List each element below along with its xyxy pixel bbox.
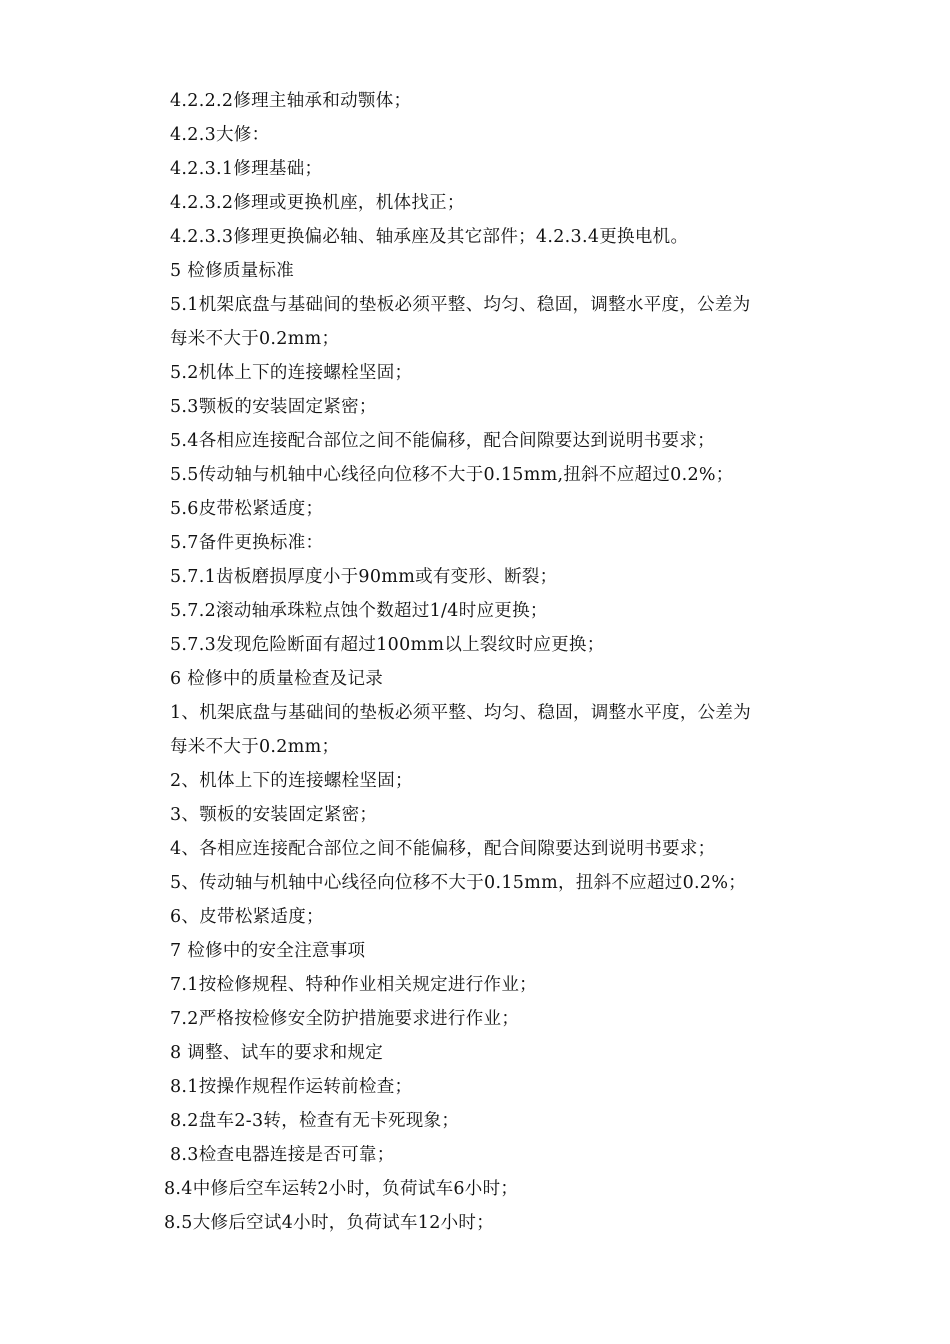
- text-line: 5.2机体上下的连接螺栓坚固；: [170, 363, 413, 383]
- text-line: 5、传动轴与机轴中心线径向位移不大于0.15mm，扭斜不应超过0.2%；: [170, 873, 747, 893]
- text-line: 5.6皮带松紧适度；: [170, 499, 324, 519]
- text-line: 3、颚板的安装固定紧密；: [170, 805, 378, 825]
- text-line: 4、各相应连接配合部位之间不能偏移，配合间隙要达到说明书要求；: [170, 839, 716, 859]
- text-line: 7.1按检修规程、特种作业相关规定进行作业；: [170, 975, 537, 995]
- section-heading: 8 调整、试车的要求和规定: [170, 1043, 384, 1063]
- text-line: 2、机体上下的连接螺栓坚固；: [170, 771, 413, 791]
- section-heading: 6 检修中的质量检查及记录: [170, 669, 384, 689]
- text-line: 5.7.2滚动轴承珠粒点蚀个数超过1/4时应更换；: [170, 601, 548, 621]
- text-line: 4.2.3.3修理更换偏必轴、轴承座及其它部件；4.2.3.4更换电机。: [170, 227, 689, 247]
- section-heading: 5 检修质量标准: [170, 261, 295, 281]
- text-line: 5.7.1齿板磨损厚度小于90mm或有变形、断裂；: [170, 567, 558, 587]
- text-line: 5.7.3发现危险断面有超过100mm以上裂纹时应更换；: [170, 635, 605, 655]
- text-line: 5.5传动轴与机轴中心线径向位移不大于0.15mm,扭斜不应超过0.2%；: [170, 465, 734, 485]
- text-line: 1、机架底盘与基础间的垫板必须平整、均匀、稳固，调整水平度，公差为: [170, 703, 752, 723]
- text-line: 4.2.3大修：: [170, 125, 270, 145]
- text-line: 5.3颚板的安装固定紧密；: [170, 397, 377, 417]
- text-line: 5.4各相应连接配合部位之间不能偏移，配合间隙要达到说明书要求；: [170, 431, 715, 451]
- text-line: 4.2.3.1修理基础；: [170, 159, 323, 179]
- text-line: 每米不大于0.2mm；: [170, 329, 340, 349]
- text-line: 5.1机架底盘与基础间的垫板必须平整、均匀、稳固，调整水平度，公差为: [170, 295, 751, 315]
- text-line: 4.2.2.2修理主轴承和动颚体；: [170, 91, 412, 111]
- text-line: 7.2严格按检修安全防护措施要求进行作业；: [170, 1009, 520, 1029]
- text-line: 每米不大于0.2mm；: [170, 737, 340, 757]
- section-heading: 7 检修中的安全注意事项: [170, 941, 366, 961]
- text-line: 8.2盘车2-3转，检查有无卡死现象；: [170, 1111, 460, 1131]
- text-line: 4.2.3.2修理或更换机座，机体找正；: [170, 193, 465, 213]
- text-line: 5.7备件更换标准：: [170, 533, 324, 553]
- text-line: 8.4中修后空车运转2小时，负荷试车6小时；: [164, 1179, 519, 1199]
- text-line: 8.3检查电器连接是否可靠；: [170, 1145, 395, 1165]
- text-line: 8.5大修后空试4小时，负荷试车12小时；: [164, 1213, 495, 1233]
- text-line: 8.1按操作规程作运转前检查；: [170, 1077, 413, 1097]
- text-line: 6、皮带松紧适度；: [170, 907, 324, 927]
